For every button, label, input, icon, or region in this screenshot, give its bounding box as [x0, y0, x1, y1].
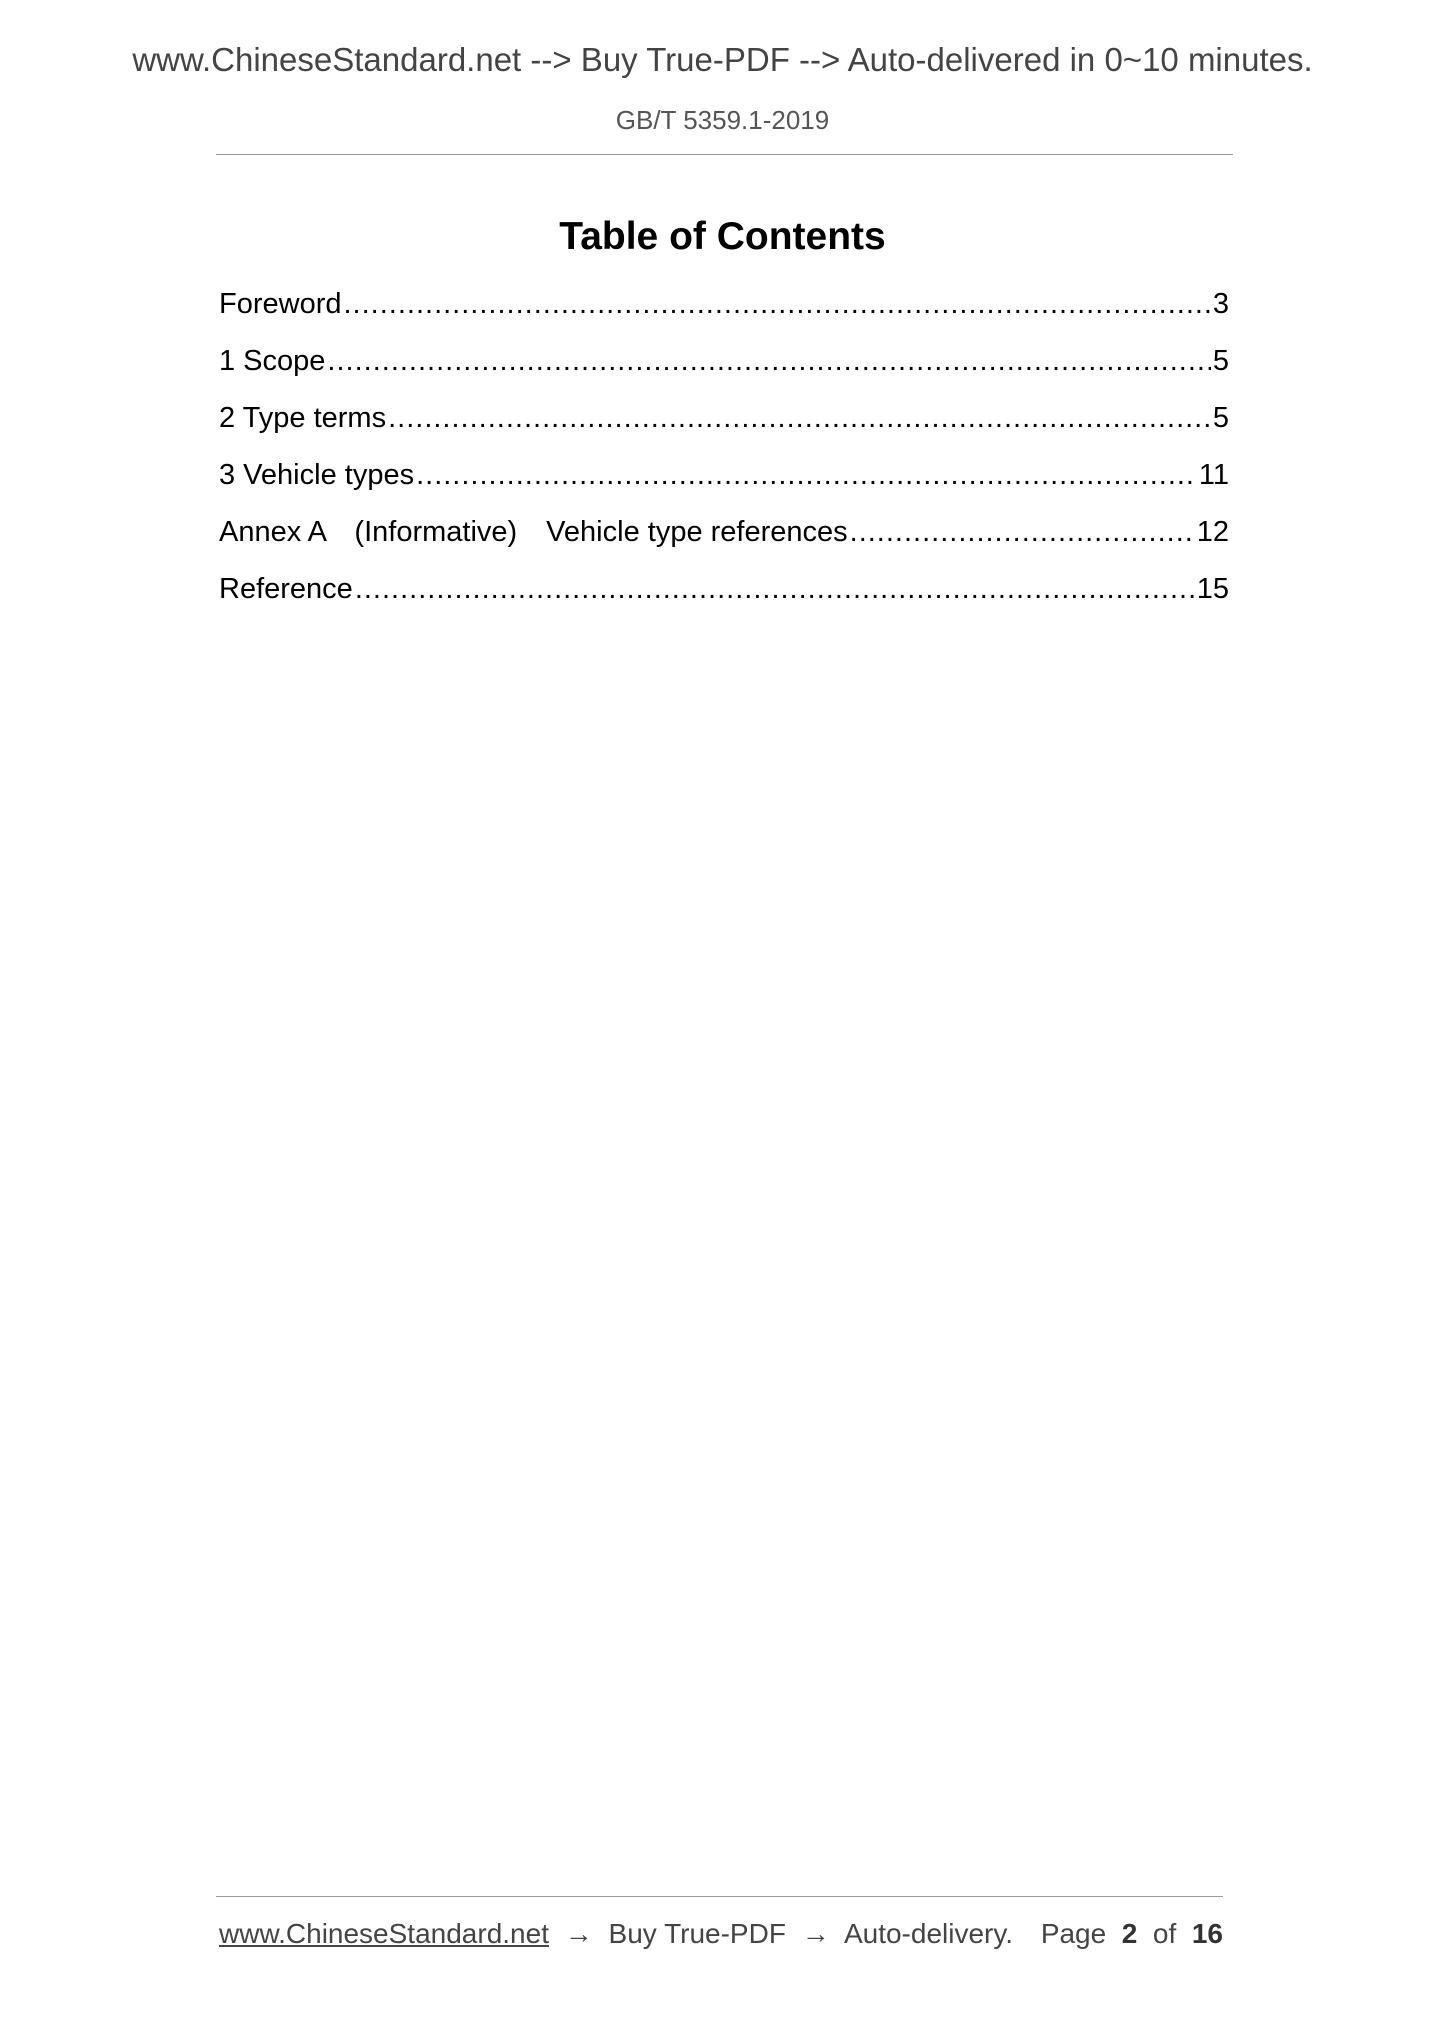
toc-dot-leader — [344, 282, 1211, 326]
footer-site-link[interactable]: www.ChineseStandard.net — [219, 1918, 549, 1949]
toc-entry-page: 3 — [1212, 288, 1229, 320]
toc-entry-label: 1 Scope — [219, 345, 326, 377]
toc-dot-leader — [850, 510, 1195, 554]
page-footer — [219, 1912, 1223, 1956]
toc-entry-label: Foreword — [219, 288, 342, 320]
toc-dot-leader — [388, 396, 1211, 440]
toc-entry-label: Annex A (Informative) Vehicle type references — [219, 516, 848, 548]
right-arrow-icon: → — [801, 1918, 830, 1949]
footer-promo — [219, 1912, 1013, 1956]
toc-dot-leader — [416, 453, 1197, 497]
toc-entry-page: 12 — [1196, 516, 1229, 548]
footer-delivery-text: Auto-delivery. — [843, 1918, 1014, 1949]
current-page-number: 2 — [1121, 1918, 1138, 1949]
toc-entry-reference[interactable] — [219, 567, 1229, 624]
of-word: of — [1152, 1918, 1177, 1949]
page-indicator — [1041, 1912, 1223, 1956]
toc-entry-annex-a[interactable] — [219, 510, 1229, 567]
footer-buy-text: Buy True-PDF — [608, 1918, 786, 1949]
toc-entry-foreword[interactable] — [219, 282, 1229, 339]
header-divider — [216, 154, 1233, 155]
toc-title: Table of Contents — [559, 215, 886, 258]
total-pages-number: 16 — [1191, 1918, 1223, 1949]
toc-entry-label: 3 Vehicle types — [219, 459, 415, 491]
standard-number: GB/T 5359.1-2019 — [615, 105, 830, 135]
toc-entry-vehicle-types[interactable] — [219, 453, 1229, 510]
right-arrow-icon: → — [564, 1918, 593, 1949]
toc-entry-page: 5 — [1212, 345, 1229, 377]
toc-dot-leader — [355, 567, 1195, 611]
toc-list — [219, 282, 1229, 624]
toc-entry-type-terms[interactable] — [219, 396, 1229, 453]
toc-entry-page: 5 — [1212, 402, 1229, 434]
toc-entry-label: 2 Type terms — [219, 402, 387, 434]
footer-divider — [216, 1896, 1223, 1897]
toc-entry-label: Reference — [219, 573, 353, 605]
top-banner: www.ChineseStandard.net --> Buy True-PDF --> Auto-delivered in 0~10 minutes. — [132, 41, 1313, 78]
toc-entry-page: 11 — [1198, 459, 1229, 491]
page-word: Page — [1040, 1918, 1107, 1949]
toc-dot-leader — [327, 339, 1210, 383]
toc-entry-scope[interactable] — [219, 339, 1229, 396]
toc-entry-page: 15 — [1196, 573, 1229, 605]
